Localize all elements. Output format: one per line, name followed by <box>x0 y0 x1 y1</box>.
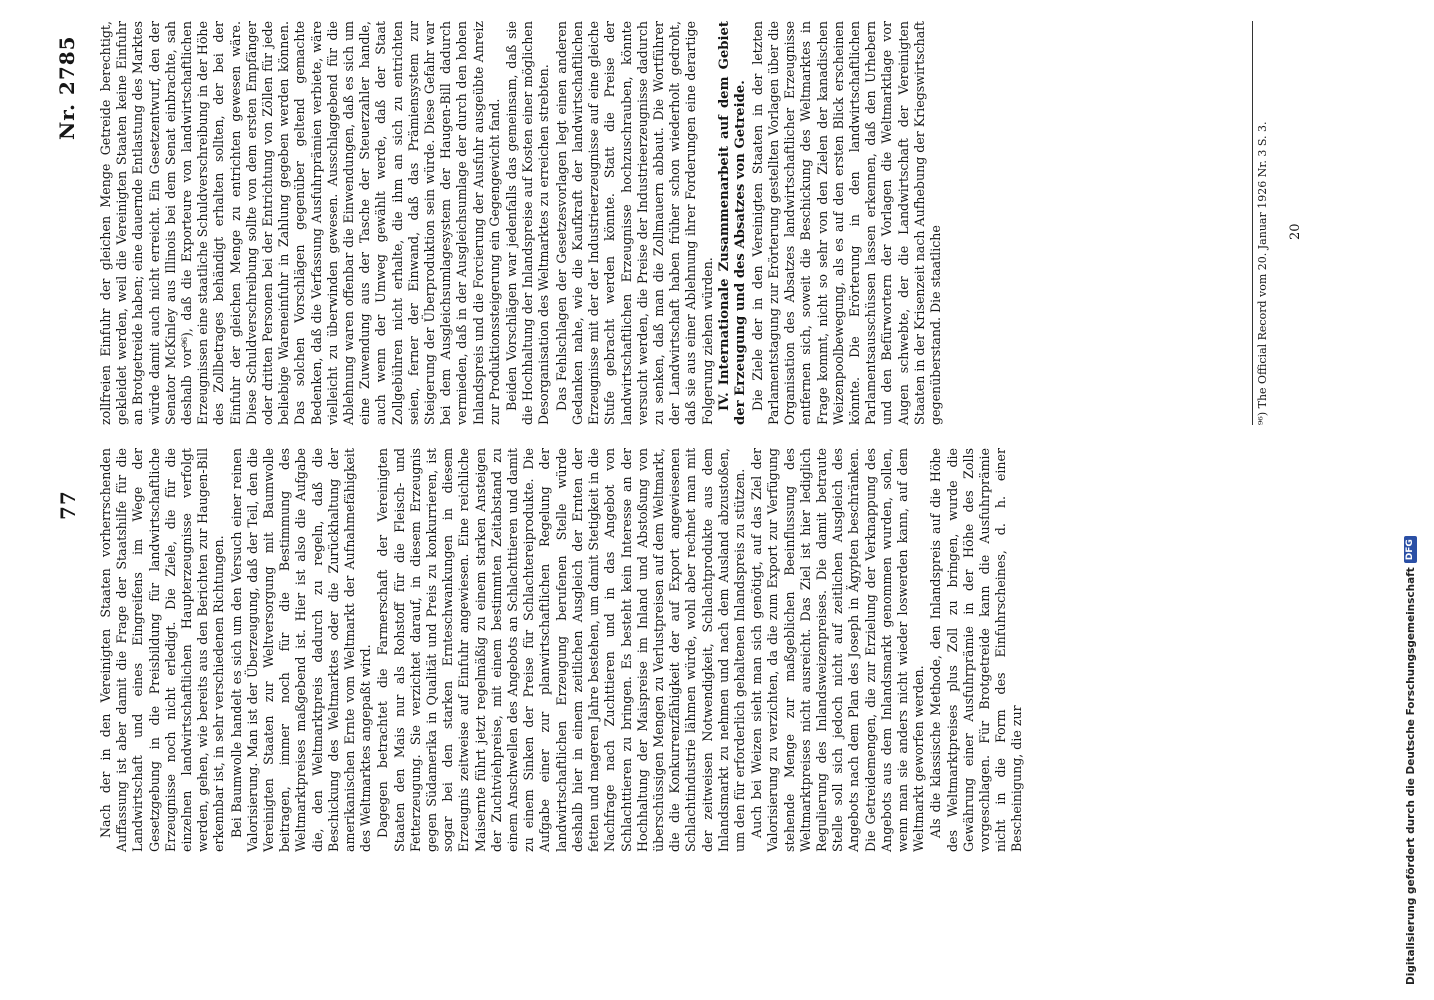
section-title: IV. Internationale Zusammenarbeit auf dem Gebiet der Erzeugung und des Absatzes von Getreide. <box>716 21 748 425</box>
paragraph: zollfreien Einfuhr der gleichen Menge Getreide berechtigt, gekleidet werden, weil die Vereinigten Staaten keine Einfuhr an Brotgetreide haben; eine dauernde Entlastung des Marktes würde damit auch nicht erreicht. Ein Gesetzentwurf, den der Senator McKinley aus Illinois bei dem Senat einbrachte, sah deshalb vor⁹⁶), daß die Exporteure von landwirtschaftlichen Erzeugnissen eine staatliche Schuldverschreibung in der Höhe des Zollbetrages behändigt erhalten sollten, der bei der Einfuhr der gleichen Menge zu entrichten gewesen wäre. Diese Schuldverschreibung sollte von dem ersten Empfänger oder dritten Personen bei der Entrichtung von Zöllen für jede beliebige Wareneinfuhr in Zahlung gegeben werden können. Das solchen Vorschlägen gegenüber geltend gemachte Bedenken, daß die Verfassung Ausfuhrprämien verbiete, wäre vielleicht zu überwinden gewesen. Ausschlaggebend für die Ablehnung waren offenbar die Einwendungen, daß es sich um eine Zuwendung aus der Tasche der Steuerzahler handle, auch wenn der Umweg gewählt werde, daß der Staat Zollgebühren nicht erhalte, die ihm an sich zu entrichten seien, ferner der Einwand, daß das Prämiensystem zur Steigerung der Überproduktion sein würde. Diese Gefahr war bei dem Ausgleichsumlagesystem der Haugen-Bill dadurch vermieden, daß in der Ausgleichsumlage der durch den hohen Inlandspreis und die Forcierung der Ausfuhr ausgeübte Anreiz zur Produktionssteigerung ein Gegengewicht fand. <box>98 21 502 425</box>
paragraph: Bei Baumwolle handelt es sich um den Versuch einer reinen Valorisierung. Man ist der Überzeugung, daß der Teil, den die Vereinigten Staaten zur Weltversorgung mit Baumwolle beitragen, immer noch für die Bestimmung des Weltmarktpreises maßgebend ist. Hier ist also die Aufgabe die, den Weltmarktpreis dadurch zu regeln, daß die Beschickung des Weltmarktes oder die Zurückhaltung der amerikanischen Ernte vom Weltmarkt der Aufnahmefähigkeit des Weltmarktes angepaßt wird. <box>228 448 374 852</box>
digitization-credit <box>1404 536 1417 985</box>
left-column <box>98 448 1026 852</box>
right-column <box>98 21 944 425</box>
paragraph: Dagegen betrachtet die Farmerschaft der Vereinigten Staaten den Mais nur als Rohstoff für die Fleisch- und Fetterzeugung. Sie verzichtet darauf, in diesem Erzeugnis gegen Südamerika in Qualität und Preis zu konkurrieren, ist sogar bei den starken Ernteschwankungen in diesem Erzeugnis zeitweise auf Einfuhr angewiesen. Eine reichliche Maisernte führt jetzt regelmäßig zu einem starken Ansteigen der Zuchtviehpreise, mit einem bestimmten Zeitabstand zu einem Anschwellen des Angebots an Schlachttieren und damit zu einem Sinken der Preise für Schlachtereiprodukte. Die Aufgabe einer zur planwirtschaftlichen Regelung der landwirtschaftlichen Erzeugung berufenen Stelle würde deshalb hier in einem zeitlichen Ausgleich der Ernten der fetten und mageren Jahre bestehen, um damit Stetigkeit in die Nachfrage nach Zuchttieren und in das Angebot von Schlachttieren zu bringen. Es besteht kein Interesse an der Hochhaltung der Maispreise im Inland und Abstoßung von überschüssigen Mengen zu Verlustpreisen auf dem Weltmarkt, die die Konkurrenzfähigkeit der auf Export angewiesenen Schlachtindustrie lähmen würde, wohl aber rechnet man mit der zeitweisen Notwendigkeit, Schlachtprodukte aus dem Inlandsmarkt zu nehmen und nach dem Ausland abzustoßen, um den für erforderlich gehaltenen Inlandspreis zu stützen. <box>375 448 747 852</box>
paragraph: Nach der in den Vereinigten Staaten vorherrschenden Auffassung ist aber damit die Frage der Staatshilfe für die Landwirtschaft und eines Eingreifens im Wege der Gesetzgebung in die Preisbildung für landwirtschaftliche Erzeugnisse noch nicht erledigt. Die Ziele, die für die einzelnen landwirtschaftlichen Haupterzeugnisse verfolgt werden, gehen, wie bereits aus den Berichten zur Haugen-Bill erkennbar ist, in sehr verschiedenen Richtungen. <box>98 448 227 852</box>
credit-text: Digitalisierung gefördert durch die Deutsche Forschungsgemeinschaft <box>1404 567 1417 985</box>
page-number: 77 <box>56 490 80 520</box>
paragraph: Das Fehlschlagen der Gesetzesvorlagen legt einen anderen Gedanken nahe, wie die Kaufkraft der landwirtschaftlichen Erzeugnisse mit der der Industrieerzeugnisse auf eine gleiche Stufe gebracht werden könnte. Statt die Preise der landwirtschaftlichen Erzeugnisse hochzuschrauben, könnte versucht werden, die Preise der Industrieerzeugnisse dadurch zu senken, daß man die Zollmauern abbaut. Die Wortführer der Landwirtschaft haben früher schon wiederholt gedroht, daß sie aus einer Ablehnung ihrer Forderungen eine derartige Folgerung ziehen würden. <box>553 21 715 425</box>
paragraph: Auch bei Weizen sieht man sich genötigt, auf das Ziel der Valorisierung zu verzichten, da die zum Export zur Verfügung stehende Menge zur maßgeblichen Beeinflussung des Weltmarktpreises nicht ausreicht. Das Ziel ist hier lediglich Regulierung des Inlandsweizenpreises. Die damit betraute Stelle soll sich jedoch nicht auf zeitlichen Ausgleich des Angebots nach dem Plan des Joseph in Ägypten beschränken. Die Getreidemengen, die zur Erzielung der Verknappung des Angebots aus dem Inlandsmarkt genommen wurden, sollen, wenn man sie anders nicht wieder loswerden kann, auf dem Weltmarkt geworfen werden. <box>749 448 927 852</box>
bottom-page-number: 20 <box>1288 223 1303 240</box>
paragraph: Als die klassische Methode, den Inlandspreis auf die Höhe des Weltmarktpreises plus Zoll zu bringen, wurde die Gewährung einer Ausfuhrprämie in der Höhe des Zolls vorgeschlagen. Für Brotgetreide kann die Ausfuhrprämie nicht in die Form des Einfuhrscheines, d. h. einer Bescheinigung, die zur <box>928 448 1025 852</box>
dfg-logo: DFG <box>1404 536 1417 563</box>
footnote: ⁹⁶) The Official Record vom 20. Januar 1926 Nr. 3 S. 3. <box>1252 21 1270 425</box>
paragraph: Die Ziele der in den Vereinigten Staaten in der letzten Parlamentstagung zur Erörterung gestellten Vorlagen über die Organisation des Absatzes landwirtschaftlicher Erzeugnisse entfernen sich, soweit die Beschickung des Weltmarktes in Frage kommt, nicht so sehr von den Zielen der kanadischen Weizenpoolbewegung, als es auf den ersten Blick erscheinen könnte. Die Erörterung in den landwirtschaftlichen Parlamentsausschüssen lassen erkennen, daß den Urhebern und den Befürwortern der Vorlagen die Weltmarktlage vor Augen schwebte, der die Landwirtschaft der Vereinigten Staaten in der Krisenzeit nach Aufhebung der Kriegswirtschaft gegenüberstand. Die staatliche <box>749 21 943 425</box>
paragraph: Beiden Vorschlägen war jedenfalls das gemeinsam, daß sie die Hochhaltung der Inlandspreise auf Kosten einer möglichen Desorganisation des Weltmarktes zu erreichen strebten. <box>504 21 552 425</box>
issue-number: Nr. 2785 <box>55 35 79 140</box>
